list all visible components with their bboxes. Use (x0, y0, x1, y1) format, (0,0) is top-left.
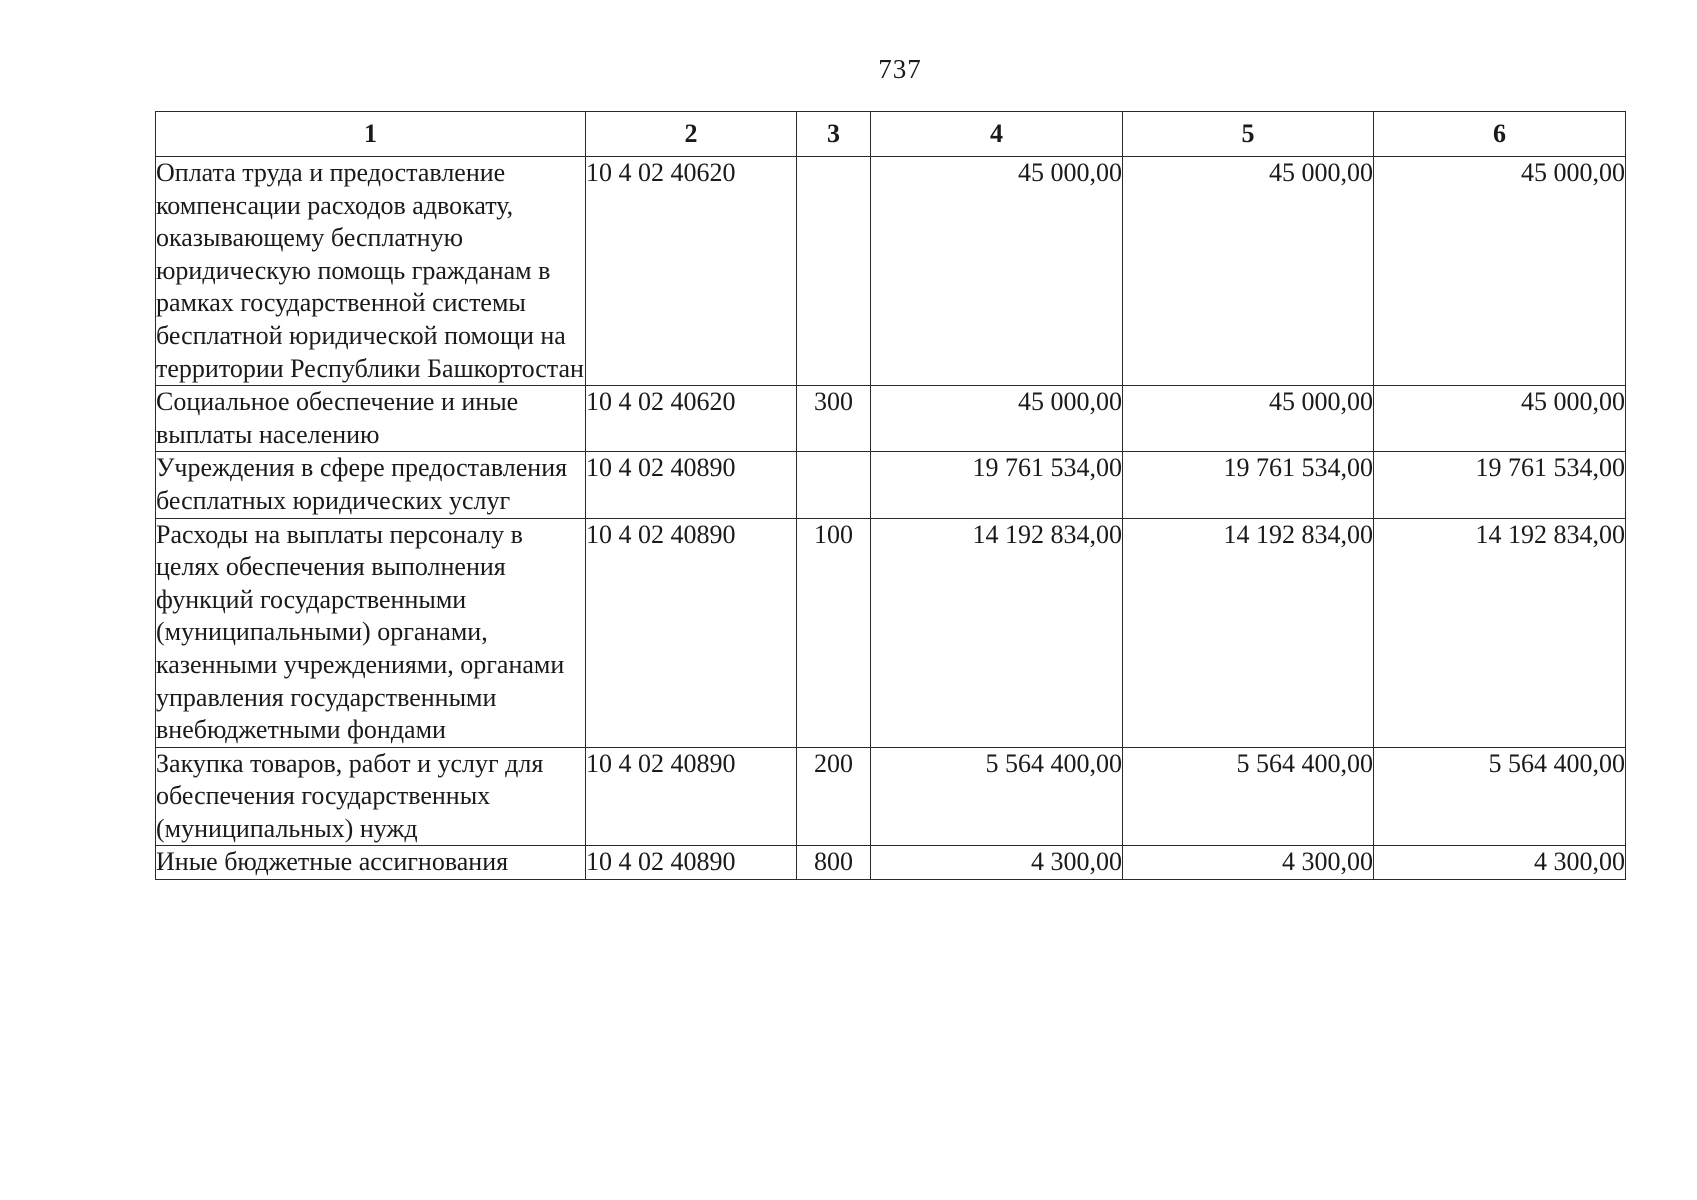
row-amount-col4: 45 000,00 (871, 157, 1123, 386)
row-amount-col6: 19 761 534,00 (1374, 452, 1626, 518)
header-col-3: 3 (797, 112, 871, 157)
row-target-code: 10 4 02 40890 (586, 518, 797, 747)
header-col-6: 6 (1374, 112, 1626, 157)
row-amount-col5: 14 192 834,00 (1123, 518, 1374, 747)
header-row (156, 112, 1626, 157)
row-amount-col5: 45 000,00 (1123, 157, 1374, 386)
row-expense-type: 200 (797, 747, 871, 846)
table-body (156, 157, 1626, 880)
table-header (156, 112, 1626, 157)
page-number: 737 (878, 54, 922, 84)
row-target-code: 10 4 02 40890 (586, 846, 797, 880)
header-col-1: 1 (156, 112, 586, 157)
row-expense-type: 300 (797, 386, 871, 452)
row-amount-col6: 14 192 834,00 (1374, 518, 1626, 747)
row-amount-col6: 45 000,00 (1374, 386, 1626, 452)
row-amount-col4: 5 564 400,00 (871, 747, 1123, 846)
row-expense-type (797, 452, 871, 518)
row-expense-type: 800 (797, 846, 871, 880)
row-amount-col4: 14 192 834,00 (871, 518, 1123, 747)
row-target-code: 10 4 02 40890 (586, 452, 797, 518)
row-amount-col5: 19 761 534,00 (1123, 452, 1374, 518)
row-amount-col4: 4 300,00 (871, 846, 1123, 880)
table-row (156, 518, 1626, 747)
row-amount-col5: 45 000,00 (1123, 386, 1374, 452)
header-col-4: 4 (871, 112, 1123, 157)
table-row (156, 386, 1626, 452)
row-name: Иные бюджетные ассигнования (156, 846, 586, 880)
header-col-2: 2 (586, 112, 797, 157)
row-amount-col6: 4 300,00 (1374, 846, 1626, 880)
row-target-code: 10 4 02 40890 (586, 747, 797, 846)
row-expense-type (797, 157, 871, 386)
row-amount-col4: 45 000,00 (871, 386, 1123, 452)
row-amount-col5: 4 300,00 (1123, 846, 1374, 880)
row-amount-col5: 5 564 400,00 (1123, 747, 1374, 846)
row-name: Социальное обеспечение и иные выплаты населению (156, 386, 586, 452)
table-row (156, 452, 1626, 518)
row-amount-col4: 19 761 534,00 (871, 452, 1123, 518)
row-expense-type: 100 (797, 518, 871, 747)
row-name: Учреждения в сфере предоставления бесплатных юридических услуг (156, 452, 586, 518)
table-row (156, 157, 1626, 386)
row-target-code: 10 4 02 40620 (586, 157, 797, 386)
table-row (156, 846, 1626, 880)
row-amount-col6: 5 564 400,00 (1374, 747, 1626, 846)
row-target-code: 10 4 02 40620 (586, 386, 797, 452)
budget-table (155, 111, 1626, 880)
row-name: Закупка товаров, работ и услуг для обеспечения государственных (муниципальных) нужд (156, 747, 586, 846)
header-col-5: 5 (1123, 112, 1374, 157)
row-amount-col6: 45 000,00 (1374, 157, 1626, 386)
row-name: Расходы на выплаты персоналу в целях обеспечения выполнения функций государственными (муниципальными) органами, казенными учреждениями, органами управления государственными внебюджетными фондами (156, 518, 586, 747)
table-row (156, 747, 1626, 846)
row-name: Оплата труда и предоставление компенсации расходов адвокату, оказывающему бесплатную юридическую помощь гражданам в рамках государственной системы бесплатной юридической помощи на территории Республики Башкортостан (156, 157, 586, 386)
